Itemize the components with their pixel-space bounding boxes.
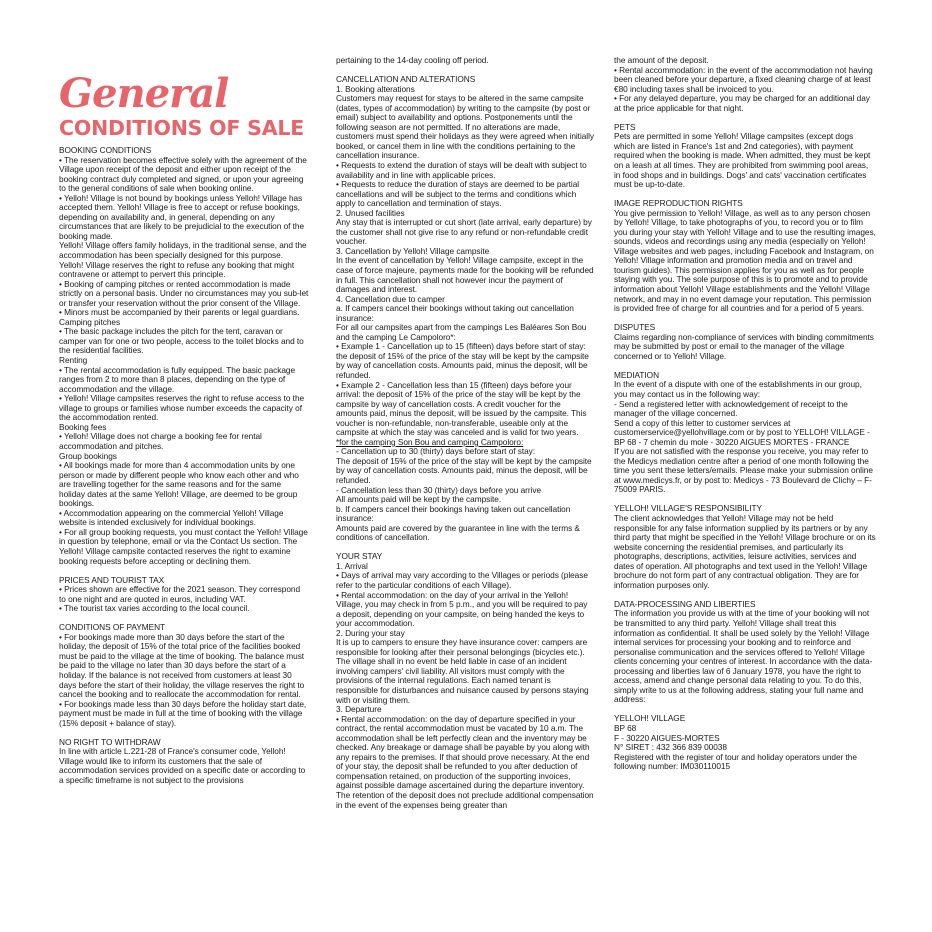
paragraph: 1. Arrival [336, 560, 368, 571]
paragraph: Booking fees [59, 421, 107, 432]
paragraph: Group bookings [59, 450, 117, 461]
section [336, 75, 594, 543]
section-heading: NO RIGHT TO WITHDRAW [59, 736, 161, 747]
section [614, 504, 876, 590]
paragraph: • Yelloh! Village does not charge a booking fee for rental accommodation and pitches. [59, 431, 262, 451]
paragraph: It is up to campers to ensure they have insurance cover: campers are responsible for looking after their personal belongings (bicycles etc.). The village shall in no event be held liable in case of an incident involving campers' civil liability. All visitors must comply with the provisions of the internal regulations. Each named tenant is responsible for disturbances and nuisance caused by persons staying with or visiting them. [336, 637, 589, 705]
section [614, 56, 876, 113]
section [614, 123, 876, 190]
paragraph: In line with article L.221-28 of France's consumer code, Yelloh! Village would like to inform its customers that the sale of accommodation services provided on a specific date or according to a specific timeframe is not subject to the provisions [59, 746, 306, 785]
section [614, 600, 876, 705]
paragraph: 3. Departure [336, 704, 382, 715]
page-title: CONDITIONS OF SALE [59, 116, 305, 140]
paragraph: - Cancellation up to 30 (thirty) days before start of stay: [336, 446, 536, 457]
paragraph: • All bookings made for more than 4 accommodation units by one person or made by different people who know each other and who are travelling together for the same reasons and for the same holiday dates at the same Yelloh! Village, are deemed to be group bookings. [59, 460, 299, 509]
paragraph: • Requests to reduce the duration of stays are deemed to be partial cancellations and will be subject to the terms and conditions which apply to cancellation and termination of stays. [336, 179, 580, 209]
paragraph: • For bookings made more than 30 days before the start of the holiday, the deposit of 15% of the total price of the facilities booked must be paid to the village at the time of booking. The balance must be paid to the village no later than 30 days before the start of a holiday. If the balance is not received from customers at least 30 days before the start of their holiday, the village reserves the right to cancel the booking and to reallocate the accommodation for rental. [59, 631, 305, 700]
paragraph: • Example 2 - Cancellation less than 15 (fifteen) days before your arrival: the deposit of 15% of the price of the stay will be kept by the campsite by way of cancellation costs. A credit voucher for the amounts paid, minus the deposit, will be issued by the campsite. This voucher is non-refundable, non-transferable, useable only at the campsite at which the stay was canceled and is valid for two years. [336, 379, 587, 438]
paragraph: pertaining to the 14-day cooling off period. [336, 55, 489, 65]
section [59, 738, 309, 786]
section-heading: YELLOH! VILLAGE'S RESPONSIBILITY [614, 503, 763, 514]
paragraph: • Prices shown are effective for the 2021 season. They correspond to one night and are quoted in euros, including VAT. [59, 584, 301, 604]
paragraph: For all our campsites apart from the campings Les Baléares Son Bou and the camping Le Campoloro*: [336, 322, 587, 342]
paragraph: a. If campers cancel their bookings without taking out cancellation insurance: [336, 303, 574, 323]
paragraph: Claims regarding non-compliance of services with binding commitments may be submitted by post or email to the manager of the village concerned or to Yelloh! Village. [614, 331, 874, 361]
section-heading: CONDITIONS OF PAYMENT [59, 622, 166, 633]
paragraph: 1. Booking alterations [336, 83, 415, 94]
column-3 [614, 56, 876, 772]
paragraph: All amounts paid will be kept by the campsite. [336, 494, 502, 505]
title-script: General [59, 70, 229, 117]
paragraph: If you are not satisfied with the response you receive, you may refer to the Medicys mediation centre after a period of one month following the time you sent these letters/emails. Please make your submission online at www.medicys.fr, or by post to: Medicys - 73 Boulevard de Clichy – F-75009 PARIS. [614, 446, 873, 495]
paragraph: Any stay that is interrupted or cut short (late arrival, early departure) by the customer shall not give rise to any refund or non-refundable credit voucher. [336, 217, 592, 247]
section [614, 199, 876, 314]
paragraph: • Accommodation appearing on the commercial Yelloh! Village website is intended exclusively for individual bookings. [59, 507, 284, 528]
paragraph: • The reservation becomes effective solely with the agreement of the Village upon receipt of the deposit and either upon receipt of the booking contract duly completed and signed, or upon your agreeing to the general conditions of sale when booking online. [59, 154, 307, 194]
section-heading: YELLOH! VILLAGE [614, 713, 686, 724]
column-1 [59, 146, 309, 786]
paragraph: The information you provide us with at the time of your booking will not be transmitted to any third party. Yelloh! Village shall treat this information as confidential. It shall be used solely by the Yelloh! Village internal services for processing your booking and to reinforce and personalise communication and the services offered to Yelloh! Village clients concerning your centres of interest. In accordance with the data-processing and liberties law of 6 January 1978, you have the right to access, amend and change personal data relating to you. To do this, simply write to us at the following address, stating your full name and address: [614, 608, 873, 705]
section [614, 371, 876, 495]
section-heading: PRICES AND TOURIST TAX [59, 574, 165, 585]
paragraph: The client acknowledges that Yelloh! Village may not be held responsible for any false information supplied by its partners or by any third party that might be specified in the Yelloh! Village brochure or on its website concerning the residential premises, and particularly its photographs, descriptions, activities, leisure activities, services and dates of operation. All photographs and text used in the Yelloh! Village brochure do not form part of any contractual obligation. They are for information purposes only. [614, 513, 876, 590]
underlined-note: *for the camping Son Bou and camping Campoloro: [336, 436, 524, 447]
section [336, 56, 594, 66]
section-heading: DISPUTES [614, 322, 656, 333]
paragraph: Customers may request for stays to be altered in the same campsite (dates, types of accommodation) by writing to the campsite (by post or email) subject to availability and options. Postponements until the following season are not permitted. If no alterations are made, customers must spend their holidays as they were agreed when initially booked, or cancel them in line with the conditions pertaining to the cancellation insurance. [336, 93, 594, 161]
paragraph: • The basic package includes the pitch for the tent, caravan or camper van for one or two people, access to the toilet blocks and to the residential facilities. [59, 326, 304, 356]
paragraph: • Yelloh! Village campsites reserves the right to refuse access to the village to groups or families whose number exceeds the capacity of the accommodation rented. [59, 393, 305, 423]
paragraph: • The tourist tax varies according to the local council. [59, 603, 250, 614]
paragraph: • Rental accommodation: on the day of departure specified in your contract, the rental accommodation must be vacated by 10 a.m. The accommodation shall be left perfectly clean and the inventory may be checked. Any breakage or damage shall be payable by you along with any repairs to the premises. If that should prove necessary. At the end of your stay, the deposit shall be refunded to you after deduction of compensation retained, on production of the supporting invoices, against possible damage ascertained during the departure inventory. The retention of the deposit does not preclude additional compensation in the event of the expenses being greater than [336, 713, 594, 810]
paragraph: F - 30220 AIGUES-MORTES [614, 732, 720, 743]
paragraph: - Send a registered letter with acknowledgement of receipt to the manager of the village concerned. [614, 398, 848, 419]
paragraph: • For any delayed departure, you may be charged for an additional day at the price applicable for that night. [614, 93, 870, 113]
paragraph: 3. Cancellation by Yelloh! Village campsite [336, 245, 490, 256]
section-heading: CANCELLATION AND ALTERATIONS [336, 74, 476, 85]
section-heading: PETS [614, 121, 636, 132]
paragraph: You give permission to Yelloh! Village, as well as to any person chosen by Yelloh! Village, to take photographs of you, to record you or to film you during your stay with Yelloh! Village and to use the resulting images, sounds, videos and recordings using any media (especially on Yelloh! Village websites and web pages, including Facebook and Instagram, on Yelloh! Village information and promotion media and on travel and tourism guides). This permission applies for you as well as for people staying with you. The sole purpose of this is to promote and to provide information about Yelloh! Village establishments and the Yelloh! Village network, and may in no event damage your reputation. This permission is provided free of charge for all countries and for a period of 5 years. [614, 207, 876, 314]
paragraph: • For bookings made less than 30 days before the holiday start date, payment must be made in full at the time of booking with the village (15% deposit + balance of stay). [59, 698, 307, 728]
paragraph: the amount of the deposit. [614, 55, 709, 65]
section-heading: IMAGE REPRODUCTION RIGHTS [614, 198, 743, 209]
paragraph: • The rental accommodation is fully equipped. The basic package ranges from 2 to more than 8 places, depending on the type of accommodation and the village. [59, 364, 296, 394]
paragraph: 2. Unused facilities [336, 207, 405, 218]
section-heading: MEDIATION [614, 369, 660, 380]
paragraph: Registered with the register of tour and holiday operators under the following number: IM030110015 [614, 751, 857, 772]
paragraph: BP 68 [614, 722, 637, 733]
section-heading: BOOKING CONDITIONS [59, 145, 152, 155]
paragraph: Pets are permitted in some Yelloh! Village campsites (except dogs which are listed in France's 1st and 2nd categories), with payment required when the booking is made. When admitted, they must be kept on a leash at all times. They are prohibited from swimming pool areas, in food shops and in buildings. Dogs' and cats' vaccination certificates must be up-to-date. [614, 131, 871, 190]
column-2 [336, 56, 594, 810]
paragraph: Amounts paid are covered by the guarantee in line with the terms & conditions of cancellation. [336, 522, 580, 543]
paragraph: • For all group booking requests, you must contact the Yelloh! Village in question by telephone, email or via the Contact Us section. The Yelloh! Village campsite contacted reserves the right to examine booking requests before accepting or declining them. [59, 526, 308, 566]
paragraph: Camping pitches [59, 316, 121, 327]
paragraph: The deposit of 15% of the price of the stay will be kept by the campsite by way of cancellation costs. Amounts paid, minus the deposit, will be refunded. [336, 455, 592, 486]
section [614, 714, 876, 771]
paragraph: • Requests to extend the duration of stays will be dealt with subject to availability and in line with applicable prices. [336, 159, 587, 180]
paragraph: 2. During your stay [336, 627, 405, 638]
paragraph: • Booking of camping pitches or rented accommodation is made strictly on a personal basis. Under no circumstances may you sub-let or transfer your reservation without the prior consent of the Village. [59, 278, 309, 308]
section-heading: YOUR STAY [336, 551, 383, 562]
paragraph: • Rental accommodation: in the event of the accommodation not having been cleaned before your departure, a fixed cleaning charge of at least €80 including taxes shall be invoiced to you. [614, 64, 873, 94]
paragraph: • Minors must be accompanied by their parents or legal guardians. [59, 307, 300, 318]
paragraph: 4. Cancellation due to camper [336, 293, 445, 304]
section [59, 576, 309, 614]
paragraph: • Yelloh! Village is not bound by bookings unless Yelloh! Village has accepted them. Yelloh! Village is free to accept or refuse bookings, depending on availability and, in general, depending on any circumstances that are likely to be prejudicial to the execution of the booking made. [59, 192, 305, 241]
paragraph: In the event of cancellation by Yelloh! Village campsite, except in the case of force majeure, payments made for the booking will be refunded in full. This cancellation shall not however incur the payment of damages and interest. [336, 255, 594, 295]
paragraph: Yelloh! Village offers family holidays, in the traditional sense, and the accommodation has been specially designed for this purpose. Yelloh! Village reserves the right to refuse any booking that might contravene or attempt to pervert this principle. [59, 240, 307, 280]
paragraph: - Cancellation less than 30 (thirty) days before you arrive [336, 484, 542, 495]
section [59, 623, 309, 728]
paragraph: Renting [59, 355, 88, 366]
paragraph: Send a copy of this letter to customer services at customerservice@yellohvillage.com or by post to YELLOH! VILLAGE - BP 68 - 7 chemin du mole - 30220 AIGUES MORTES - FRANCE [614, 417, 870, 447]
paragraph: • Rental accommodation: on the day of your arrival in the Yelloh! Village, you may check in from 5 p.m., and you will be required to pay a deposit, depending on your campsite, on being handed the keys to your accommodation. [336, 589, 588, 629]
paragraph: N° SIRET : 432 366 839 00038 [614, 742, 727, 753]
section [614, 323, 876, 361]
paragraph: In the event of a dispute with one of the establishments in our group, you may contact us in the following way: [614, 379, 862, 399]
section [336, 552, 594, 810]
paragraph: b. If campers cancel their bookings having taken out cancellation insurance: [336, 503, 571, 524]
paragraph: • Example 1 - Cancellation up to 15 (fifteen) days before start of stay: the deposit of 15% of the price of the stay will be kept by the campsite by way of cancellation costs. Amounts paid, minus the deposit, will be refunded. [336, 341, 589, 380]
section [59, 146, 309, 566]
section-heading: DATA-PROCESSING AND LIBERTIES [614, 598, 756, 609]
paragraph: • Days of arrival may vary according to the Villages or periods (please refer to the particular conditions of each Village). [336, 570, 588, 590]
